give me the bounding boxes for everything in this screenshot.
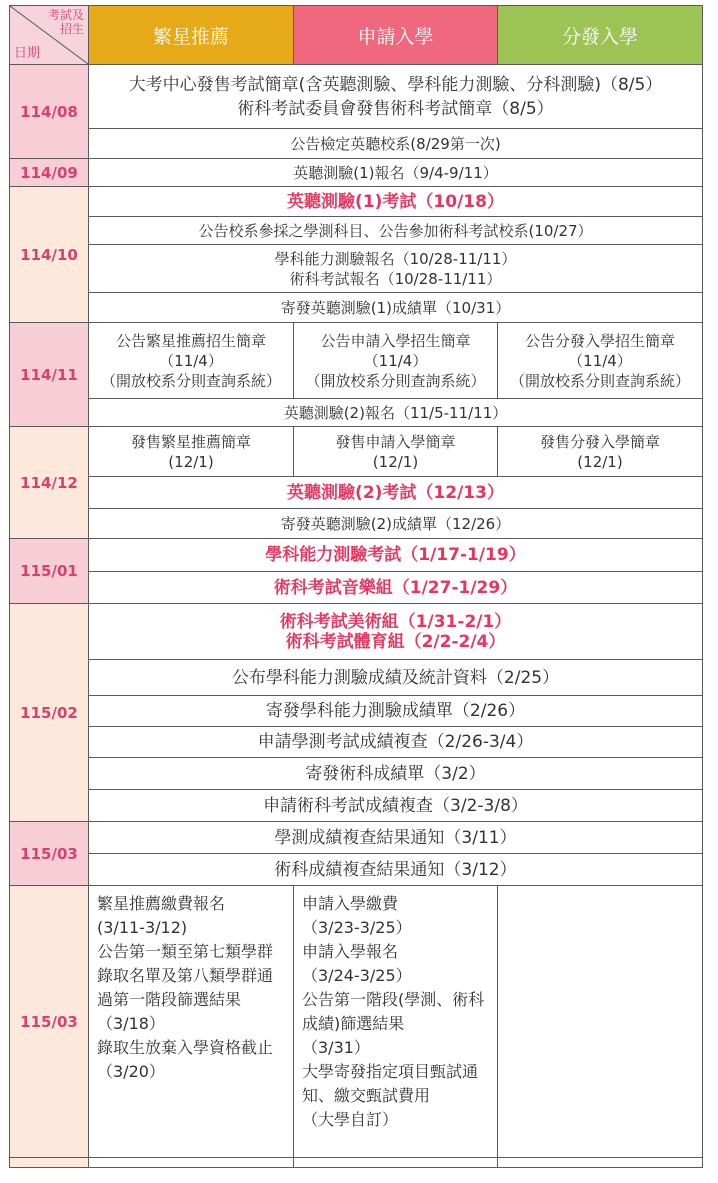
cell-line: （3/18）	[97, 1014, 165, 1033]
cell-line: （開放校系分則查詢系統）	[100, 371, 281, 390]
cell-line: (12/1)	[168, 452, 214, 471]
cell-line: 公告第一類至第七類學群	[97, 942, 274, 961]
table-row	[10, 854, 703, 886]
table-row	[10, 293, 703, 323]
table-cell: 寄發學科能力測驗成績單（2/26）	[89, 696, 703, 727]
table-row	[10, 245, 703, 293]
table-row	[10, 886, 703, 1158]
table-cell: 寄發英聽測驗(1)成績單（10/31）	[89, 293, 703, 323]
table-cell: 寄發術科成績單（3/2）	[89, 758, 703, 790]
cell-line: 公告第一階段(學測、術科	[302, 990, 485, 1009]
cell-line: 錄取生放棄入學資格截止	[97, 1038, 274, 1057]
cell-line: 發售分發入學簡章	[539, 432, 660, 451]
table-row	[10, 696, 703, 727]
cell-line: 術科考試委員會發售術科考試簡章（8/5）	[237, 98, 554, 119]
cell-line: 公告分發入學招生簡章	[524, 331, 675, 350]
header-corner-date-label: 日期	[14, 46, 41, 61]
cell-line: (3/11-3/12)	[97, 918, 188, 937]
cell-line: 術科考試美術組（1/31-2/1）	[279, 611, 512, 632]
table-cell: 寄發英聽測驗(2)成績單（12/26）	[89, 509, 703, 539]
header-row	[10, 6, 703, 65]
table-row	[10, 477, 703, 509]
table-cell-empty	[294, 1158, 498, 1168]
cell-line: 發售繁星推薦簡章	[130, 432, 251, 451]
cell-line: （11/4）	[159, 351, 223, 370]
cell-line: 繁星推薦繳費報名	[97, 894, 226, 913]
table-cell: 英聽測驗(2)考試（12/13）	[89, 477, 703, 509]
table-cell	[89, 65, 703, 129]
cell-line: 學科能力測驗報名（10/28-11/11）	[274, 249, 517, 268]
cell-line: 術科考試報名（10/28-11/11）	[289, 269, 502, 288]
star-cell	[89, 427, 294, 477]
table-row	[10, 727, 703, 758]
cell-line: 大考中心發售考試簡章(含英聽測驗、學科能力測驗、分科測驗)（8/5）	[128, 74, 663, 95]
table-row	[10, 427, 703, 477]
star-cell	[89, 886, 294, 1158]
table-cell: 學科能力測驗考試（1/17-1/19）	[89, 539, 703, 572]
cell-line: （3/24-3/25）	[302, 966, 412, 985]
table-cell: 公告校系參採之學測科目、公告參加術科考試校系(10/27）	[89, 217, 703, 245]
table-cell	[89, 604, 703, 660]
cell-line: 過第一階段篩選結果	[97, 990, 242, 1009]
table-cell: 英聽測驗(1)報名（9/4-9/11）	[89, 159, 703, 187]
table-cell: 公布學科能力測驗成績及統計資料（2/25）	[89, 660, 703, 696]
table-row	[10, 604, 703, 660]
apply-cell	[294, 886, 498, 1158]
cell-line: 大學寄發指定項目甄試通	[302, 1062, 479, 1081]
table-cell: 術科成績複查結果通知（3/12）	[89, 854, 703, 886]
cell-line: （3/31）	[302, 1038, 370, 1057]
schedule-table	[9, 5, 703, 1168]
table-row	[10, 539, 703, 572]
cell-line: （3/23-3/25）	[302, 918, 412, 937]
table-cell: 申請術科考試成績複查（3/2-3/8）	[89, 790, 703, 822]
table-row	[10, 159, 703, 187]
table-cell	[89, 245, 703, 293]
cell-line: 申請入學繳費	[302, 894, 399, 913]
apply-cell	[294, 323, 498, 399]
date-cell: 115/03	[10, 822, 89, 886]
table-row	[10, 65, 703, 129]
cell-line: 錄取名單及第八類學群通	[97, 966, 274, 985]
cell-line: 知、繳交甄試費用	[302, 1086, 431, 1105]
header-col-apply: 申請入學	[294, 6, 498, 65]
table-cell-empty	[89, 1158, 294, 1168]
cell-line: (12/1)	[372, 452, 419, 471]
table-cell: 術科考試音樂組（1/27-1/29）	[89, 572, 703, 604]
cell-line: （3/20）	[97, 1062, 165, 1081]
apply-cell	[294, 427, 498, 477]
header-col-star: 繁星推薦	[89, 6, 294, 65]
cell-line: (12/1)	[577, 452, 623, 471]
header-corner-exam-label: 考試及 招生	[47, 8, 84, 36]
distribute-cell	[498, 323, 703, 399]
date-cell-empty	[10, 1158, 89, 1168]
cell-line: 發售申請入學簡章	[335, 432, 456, 451]
table-row	[10, 790, 703, 822]
header-col-distribute: 分發入學	[498, 6, 703, 65]
table-cell: 公告檢定英聽校系(8/29第一次)	[89, 129, 703, 159]
star-cell	[89, 323, 294, 399]
table-row	[10, 572, 703, 604]
table-row	[10, 323, 703, 399]
date-cell: 115/01	[10, 539, 89, 604]
header-corner	[10, 6, 89, 65]
table-row	[10, 399, 703, 427]
cell-line: （開放校系分則查詢系統）	[305, 371, 486, 390]
date-cell: 114/12	[10, 427, 89, 539]
cell-line: （11/4）	[363, 351, 428, 370]
table-cell: 學測成績複查結果通知（3/11）	[89, 822, 703, 854]
table-row	[10, 187, 703, 217]
table-row	[10, 509, 703, 539]
date-cell: 115/02	[10, 604, 89, 822]
distribute-cell	[498, 427, 703, 477]
date-cell: 114/08	[10, 65, 89, 159]
table-row	[10, 822, 703, 854]
table-cell-empty	[498, 1158, 703, 1168]
date-cell: 114/09	[10, 159, 89, 187]
cell-line: 公告申請入學招生簡章	[320, 331, 471, 350]
table-cell: 申請學測考試成績複查（2/26-3/4）	[89, 727, 703, 758]
cell-line: 成績)篩選結果	[302, 1014, 405, 1033]
distribute-cell-empty	[498, 886, 703, 1158]
table-row	[10, 660, 703, 696]
cell-line: 公告繁星推薦招生簡章	[115, 331, 266, 350]
date-cell: 115/03	[10, 886, 89, 1158]
table-cell: 英聽測驗(1)考試（10/18）	[89, 187, 703, 217]
table-cell: 英聽測驗(2)報名（11/5-11/11）	[89, 399, 703, 427]
cell-line: 術科考試體育組（2/2-2/4）	[285, 631, 506, 652]
cell-line: （開放校系分則查詢系統）	[509, 371, 690, 390]
table-row	[10, 217, 703, 245]
date-cell: 114/10	[10, 187, 89, 323]
cell-line: （11/4）	[568, 351, 632, 370]
table-row	[10, 758, 703, 790]
cell-line: 申請入學報名	[302, 942, 399, 961]
table-row	[10, 129, 703, 159]
cell-line: （大學自訂）	[302, 1110, 399, 1129]
date-cell: 114/11	[10, 323, 89, 427]
table-row	[10, 1158, 703, 1168]
